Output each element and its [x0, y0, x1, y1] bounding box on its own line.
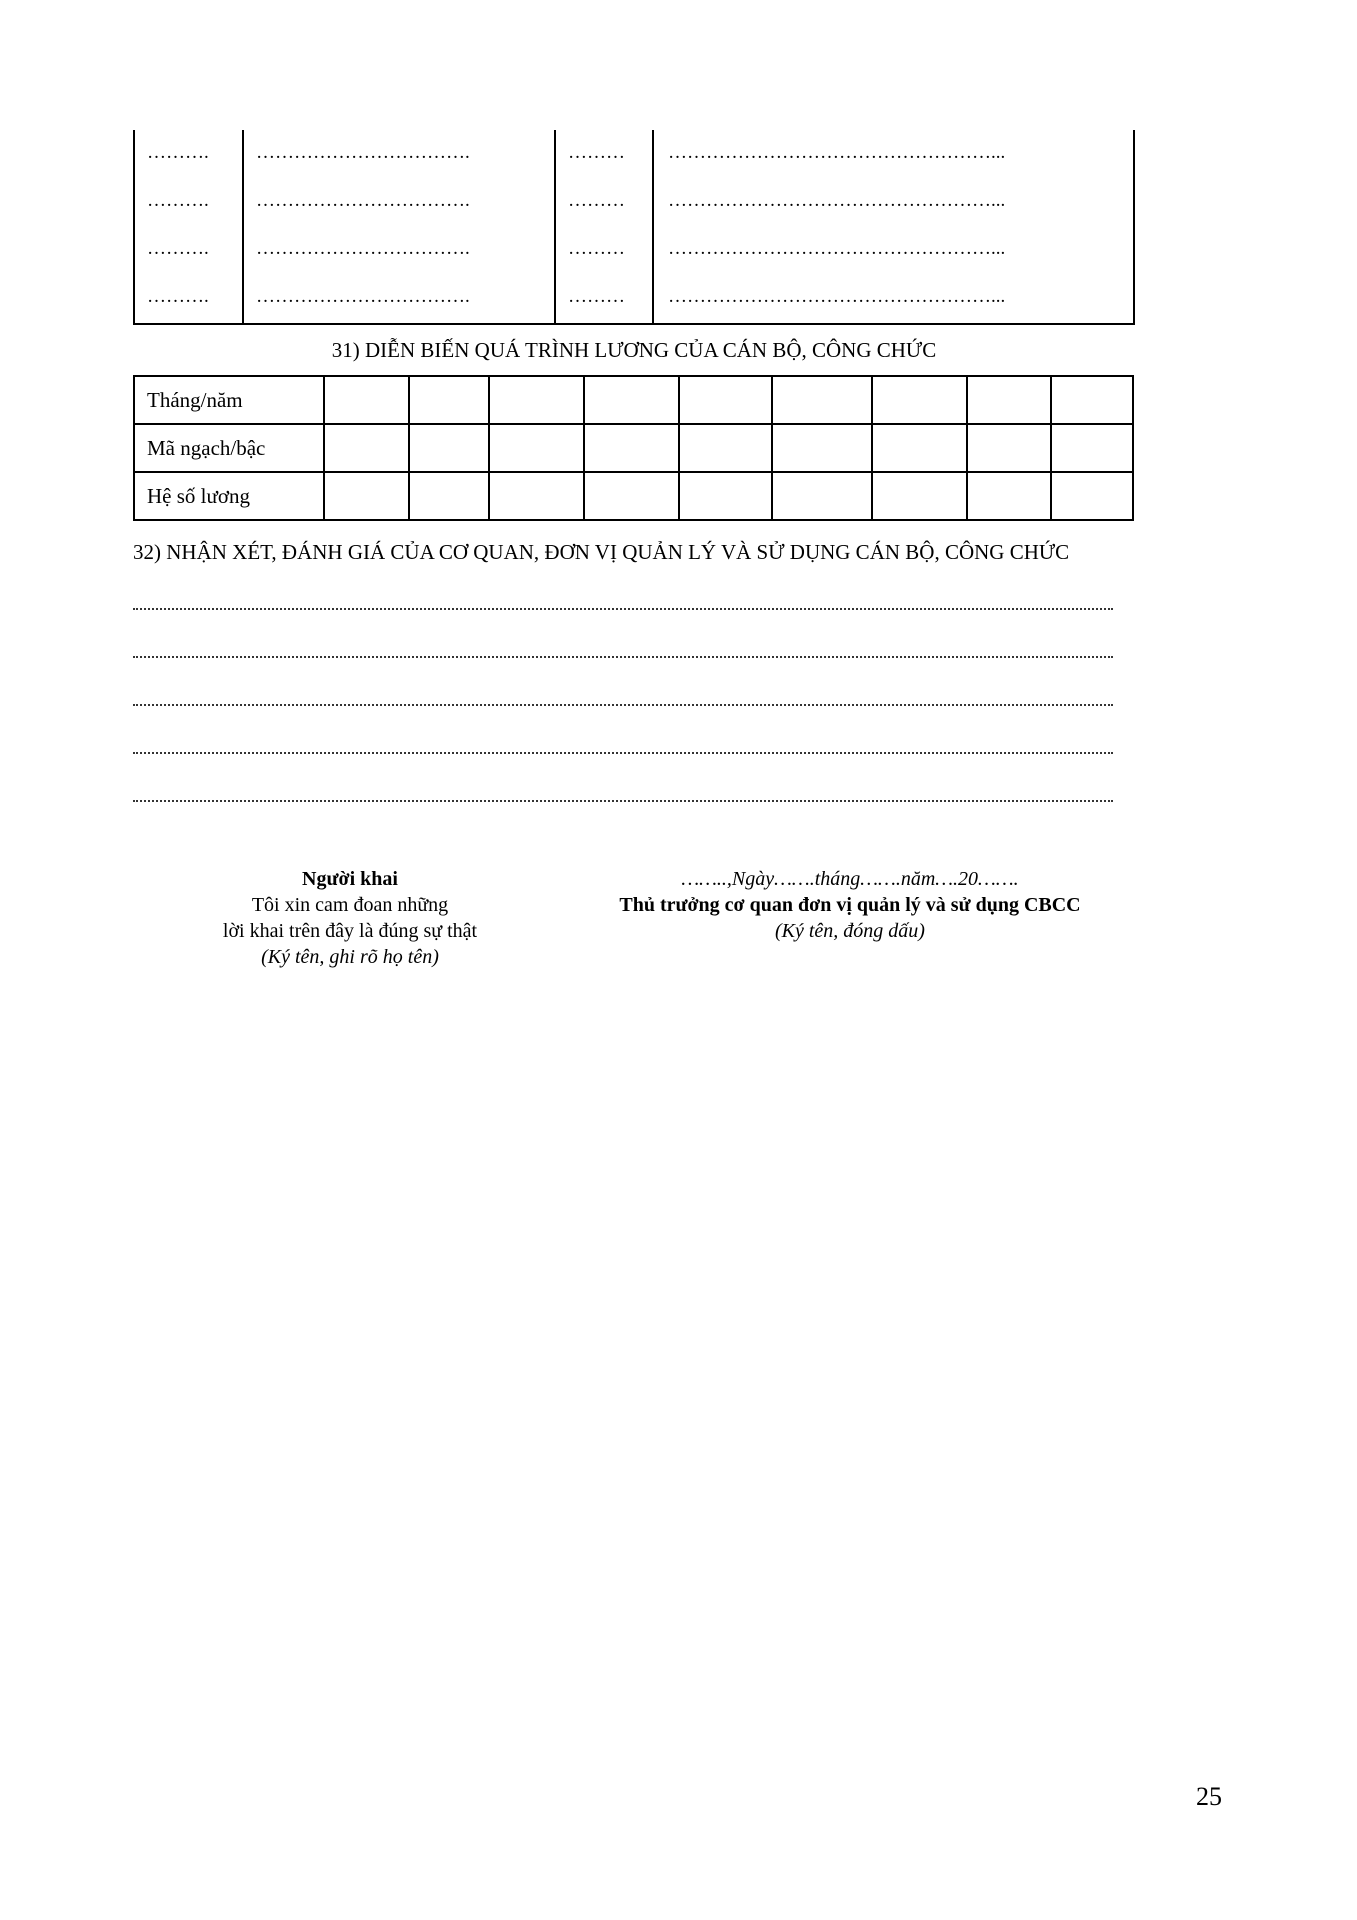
continuation-table [133, 130, 1135, 325]
table-row [133, 226, 1135, 274]
table-cell: ……… [568, 238, 625, 259]
input-cell[interactable] [967, 472, 1051, 520]
table-row [134, 424, 1133, 472]
input-cell[interactable] [679, 376, 772, 424]
input-cell[interactable] [409, 472, 489, 520]
head-signature-block [560, 866, 1140, 944]
input-cell[interactable] [324, 376, 409, 424]
table-cell: ……………………………. [256, 286, 470, 307]
table-cell: ……………………………………………... [668, 190, 1006, 211]
table-row [134, 472, 1133, 520]
row-label-grade-step: Mã ngạch/bậc [134, 424, 324, 472]
table-cell: ……… [568, 286, 625, 307]
date-line: ……..,Ngày…….tháng…….năm….20……. [681, 868, 1019, 890]
row-label-salary-coefficient: Hệ số lương [134, 472, 324, 520]
table-cell: ………. [147, 190, 209, 211]
row-label-month-year: Tháng/năm [134, 376, 324, 424]
page-number: 25 [1196, 1782, 1222, 1811]
table-cell: ……………………………………………... [668, 142, 1006, 163]
input-cell[interactable] [1051, 424, 1133, 472]
input-cell[interactable] [584, 424, 679, 472]
input-cell[interactable] [584, 472, 679, 520]
input-cell[interactable] [584, 376, 679, 424]
input-cell[interactable] [872, 472, 967, 520]
table-cell: ………. [147, 142, 209, 163]
declarant-signature-block [180, 866, 520, 970]
comment-line[interactable] [133, 752, 1113, 754]
signature-note: (Ký tên, đóng dấu) [775, 920, 925, 942]
input-cell[interactable] [872, 424, 967, 472]
input-cell[interactable] [489, 424, 584, 472]
input-cell[interactable] [489, 376, 584, 424]
input-cell[interactable] [324, 472, 409, 520]
input-cell[interactable] [324, 424, 409, 472]
input-cell[interactable] [409, 376, 489, 424]
declaration-line-2: lời khai trên đây là đúng sự thật [222, 920, 478, 942]
table-cell: ………. [147, 238, 209, 259]
input-cell[interactable] [1051, 376, 1133, 424]
input-cell[interactable] [679, 472, 772, 520]
head-title: Thủ trưởng cơ quan đơn vị quản lý và sử dụng CBCC [619, 894, 1081, 916]
section-32-title: 32) NHẬN XÉT, ĐÁNH GIÁ CỦA CƠ QUAN, ĐƠN VỊ QUẢN LÝ VÀ SỬ DỤNG CÁN BỘ, CÔNG CHỨC [133, 540, 1070, 564]
input-cell[interactable] [967, 376, 1051, 424]
table-cell: ……… [568, 142, 625, 163]
table-row [133, 274, 1135, 322]
input-cell[interactable] [772, 472, 872, 520]
input-cell[interactable] [489, 472, 584, 520]
comment-line[interactable] [133, 608, 1113, 610]
table-cell: ……………………………………………... [668, 286, 1006, 307]
table-cell: ……………………………. [256, 190, 470, 211]
input-cell[interactable] [872, 376, 967, 424]
salary-history-table [133, 375, 1134, 521]
input-cell[interactable] [772, 424, 872, 472]
input-cell[interactable] [679, 424, 772, 472]
table-cell: ……………………………………………... [668, 238, 1006, 259]
table-cell: ……… [568, 190, 625, 211]
comment-line[interactable] [133, 800, 1113, 802]
table-row [133, 130, 1135, 178]
table-cell: ……………………………. [256, 142, 470, 163]
input-cell[interactable] [409, 424, 489, 472]
comment-line[interactable] [133, 656, 1113, 658]
signature-note: (Ký tên, ghi rõ họ tên) [261, 946, 439, 968]
input-cell[interactable] [967, 424, 1051, 472]
section-31-title: 31) DIỄN BIẾN QUÁ TRÌNH LƯƠNG CỦA CÁN BỘ, CÔNG CHỨC [331, 338, 937, 362]
comment-line[interactable] [133, 704, 1113, 706]
table-cell: ……………………………. [256, 238, 470, 259]
declaration-line-1: Tôi xin cam đoan những [251, 894, 449, 916]
table-cell: ………. [147, 286, 209, 307]
table-row [134, 376, 1133, 424]
declarant-title: Người khai [302, 868, 398, 890]
input-cell[interactable] [1051, 472, 1133, 520]
table-row [133, 178, 1135, 226]
input-cell[interactable] [772, 376, 872, 424]
